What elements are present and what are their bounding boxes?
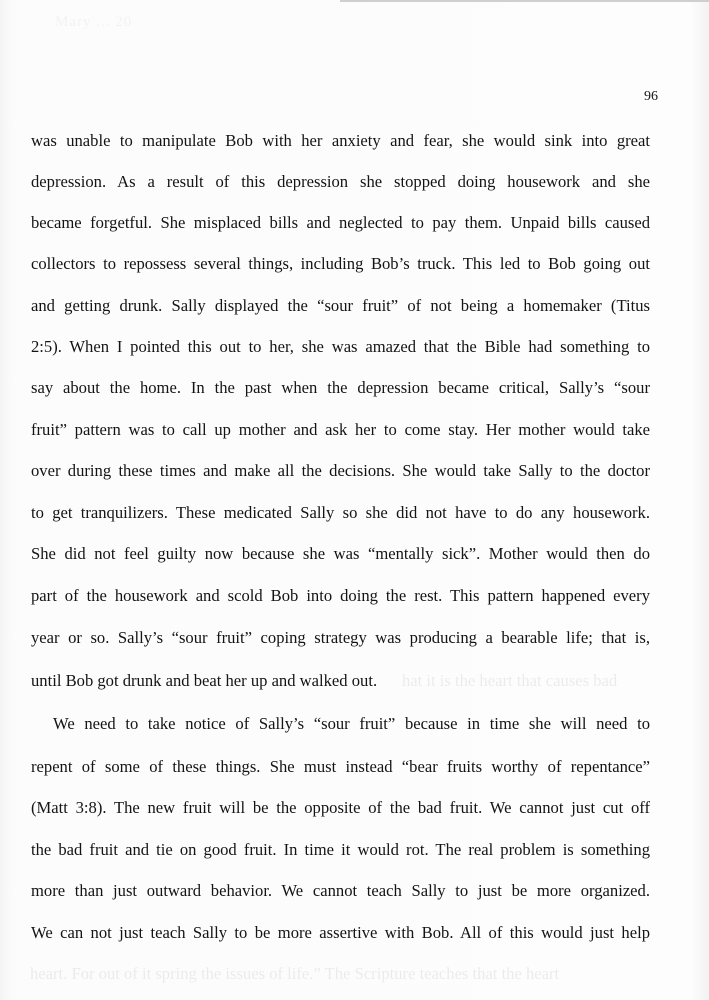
text-line: over during these times and make all the decisions. She would take Sally to the doctor bbox=[31, 461, 650, 480]
text-line: until Bob got drunk and beat her up and walked out. bbox=[31, 671, 378, 690]
text-line: the bad fruit and tie on good fruit. In time it would rot. The real problem is something bbox=[31, 840, 650, 859]
text-line: She did not feel guilty now because she was “mentally sick”. Mother would then do bbox=[31, 544, 650, 563]
text-line: was unable to manipulate Bob with her anxiety and fear, she would sink into great bbox=[31, 131, 650, 150]
text-line: depression. As a result of this depression she stopped doing housework and she bbox=[31, 172, 650, 191]
text-line: 2:5). When I pointed this out to her, she was amazed that the Bible had something to bbox=[31, 337, 650, 356]
page-number: 96 bbox=[644, 89, 658, 104]
text-line: part of the housework and scold Bob into doing the rest. This pattern happened every bbox=[31, 586, 650, 605]
text-line: say about the home. In the past when the depression became critical, Sally’s “sour bbox=[31, 378, 650, 397]
bleed-through-text: hat it is the heart that causes bad bbox=[402, 671, 618, 690]
bleed-through-text: heart. For out of it spring the issues of life.” The Scripture teaches that the heart bbox=[30, 964, 560, 983]
paragraph-first-line: We need to take notice of Sally’s “sour fruit” because in time she will need to bbox=[53, 714, 650, 733]
page-top-edge bbox=[340, 0, 709, 2]
text-line: (Matt 3:8). The new fruit will be the opposite of the bad fruit. We cannot just cut off bbox=[31, 798, 650, 817]
text-line: became forgetful. She misplaced bills and neglected to pay them. Unpaid bills caused bbox=[31, 213, 650, 232]
ghost-header bbox=[55, 14, 132, 31]
text-line: fruit” pattern was to call up mother and ask her to come stay. Her mother would take bbox=[31, 420, 650, 439]
text-line: to get tranquilizers. These medicated Sally so she did not have to do any housework. bbox=[31, 503, 650, 522]
text-line: and getting drunk. Sally displayed the “sour fruit” of not being a homemaker (Titus bbox=[31, 296, 650, 315]
text-line: year or so. Sally’s “sour fruit” coping strategy was producing a bearable life; that is, bbox=[31, 628, 650, 647]
text-line: repent of some of these things. She must instead “bear fruits worthy of repentance” bbox=[31, 757, 650, 776]
text-line: We can not just teach Sally to be more assertive with Bob. All of this would just help bbox=[31, 923, 650, 942]
text-line: more than just outward behavior. We cannot teach Sally to just be more organized. bbox=[31, 881, 650, 900]
text-line: collectors to repossess several things, including Bob’s truck. This led to Bob going out bbox=[31, 254, 650, 273]
